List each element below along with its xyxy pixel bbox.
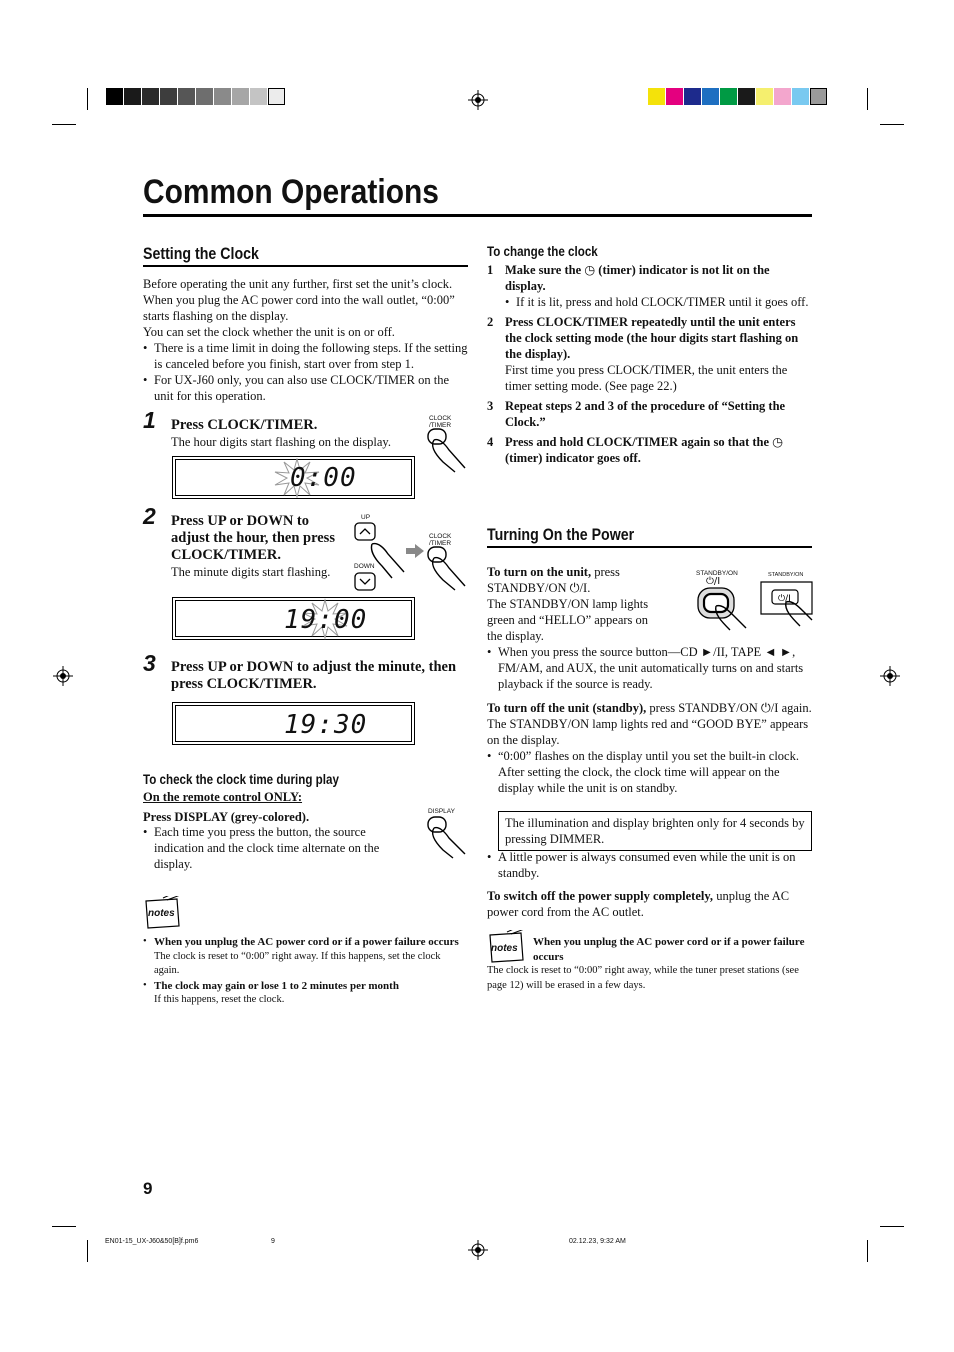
color-swatch — [268, 88, 285, 105]
footer-date: 02.12.23, 9:32 AM — [569, 1238, 626, 1245]
down-label: DOWN — [354, 563, 375, 570]
notes-left-block — [143, 935, 468, 1008]
registration-mark-left — [53, 666, 73, 686]
footer-page: 9 — [271, 1238, 275, 1245]
intro-text-1: Before operating the unit any further, first set the unit’s clock. When you plug the AC power cord into the wall outlet, “0:00” starts flashing on the display. — [143, 277, 455, 323]
clock-timer-label-2: CLOCK /TIMER — [429, 533, 452, 547]
check-clock-bullet-block — [143, 824, 398, 872]
intro-bullet-1: • There is a time limit in doing the following steps. If the setting is canceled before you finish, start over from step 1. — [143, 340, 468, 372]
turn-on-text: press STANDBY/ON ⏻/I. — [487, 565, 620, 595]
standby-label-2: STANDBY/ON — [768, 572, 804, 578]
turn-off-text-2: The STANDBY/ON lamp lights red and “GOOD BYE” appears on the display. — [487, 717, 809, 747]
check-clock-heading: To check the clock time during play — [143, 772, 339, 787]
color-swatch — [738, 88, 755, 105]
finger-press-icon — [368, 538, 408, 580]
turn-off-block — [487, 700, 812, 796]
turn-off-text: press STANDBY/ON ⏻/I again. — [649, 701, 812, 715]
turn-off-bullet-2-block — [487, 849, 812, 881]
note-1-title: • When you unplug the AC power cord or if a power failure occurs — [154, 936, 459, 948]
color-swatch — [720, 88, 737, 105]
note-1-text: The clock is reset to “0:00” right away. If this happens, set the clock again. — [154, 950, 441, 976]
clock-timer-button-icon — [425, 428, 471, 474]
color-swatch — [792, 88, 809, 105]
turn-on-bullet-block — [487, 644, 812, 692]
change-step-2-title: Press CLOCK/TIMER repeatedly until the unit enters the clock setting mode (the hour digits start flashing on the display). — [505, 315, 799, 361]
notes-label-right: notes — [491, 943, 518, 954]
display-step-3-digits: 19:30 — [284, 710, 368, 740]
color-swatch — [196, 88, 213, 105]
step-1-number: 1 — [143, 407, 156, 433]
registration-mark-bottom — [468, 1240, 488, 1260]
color-swatch — [666, 88, 683, 105]
registration-mark-right — [880, 666, 900, 686]
color-swatch — [702, 88, 719, 105]
turn-off-bullet-2: • A little power is always consumed even while the unit is on standby. — [487, 849, 812, 881]
display-step-1-digits: 0:00 — [290, 463, 357, 493]
note-2-text: If this happens, reset the clock. — [154, 994, 285, 1005]
color-swatch — [178, 88, 195, 105]
clock-timer-label-1: CLOCK /TIMER — [429, 415, 452, 429]
intro-paragraph — [143, 276, 468, 404]
step-2-title: Press UP or DOWN to adjust the hour, then press CLOCK/TIMER. — [171, 513, 335, 563]
switch-off-lead: To switch off the power supply completely, — [487, 889, 714, 903]
color-swatch — [774, 88, 791, 105]
note-right-text: The clock is reset to “0:00” right away, while the tuner preset stations (see page 12) will be erased in a few days. — [487, 965, 799, 991]
notes-label: notes — [148, 908, 175, 919]
change-clock-heading: To change the clock — [487, 244, 598, 259]
color-swatch — [214, 88, 231, 105]
turn-on-bullet: • When you press the source button—CD ►/II, TAPE ◄ ►, FM/AM, and AUX, the unit automatically turns on and starts playback if the source is ready. — [487, 644, 812, 692]
change-step-1-title: Make sure the ◷ (timer) indicator is not lit on the display. — [505, 263, 770, 293]
standby-label-1: STANDBY/ON — [696, 570, 738, 577]
up-label: UP — [361, 514, 371, 521]
color-swatch — [232, 88, 249, 105]
check-clock-press: Press DISPLAY (grey-colored). — [143, 810, 310, 824]
color-swatch — [124, 88, 141, 105]
check-clock-bullet: • Each time you press the button, the source indication and the clock time alternate on the display. — [143, 824, 398, 872]
clock-timer-button-icon-2 — [425, 546, 471, 592]
standby-button-remote-icon — [694, 586, 754, 636]
intro-bullet-2: • For UX-J60 only, you can also use CLOCK/TIMER on the unit for this operation. — [143, 372, 468, 404]
display-button-icon — [425, 816, 471, 860]
change-step-2: 2 Press CLOCK/TIMER repeatedly until the unit enters the clock setting mode (the hour digits start flashing on the display). First time you press CLOCK/TIMER, the unit enters the timer setting mode. (See page 22.) — [487, 314, 812, 394]
note-2-title: • The clock may gain or lose 1 to 2 minutes per month — [154, 979, 399, 992]
color-swatch — [142, 88, 159, 105]
switch-off-text: unplug the AC power cord from the AC outlet. — [487, 889, 790, 919]
color-swatch — [684, 88, 701, 105]
power-rule — [487, 546, 812, 548]
turn-on-lead: To turn on the unit, — [487, 565, 592, 579]
step-1-note: The hour digits start flashing on the display. — [171, 435, 391, 449]
color-swatch — [756, 88, 773, 105]
note-right-title: When you unplug the AC power cord or if a power failure occurs — [533, 936, 805, 963]
registration-mark-top — [468, 90, 488, 110]
color-swatch — [250, 88, 267, 105]
turn-off-bullet: • “0:00” flashes on the display until you set the built-in clock. After setting the clock, the clock time will appear on the display while the unit is on standby. — [487, 748, 812, 796]
turn-on-text-2: The STANDBY/ON lamp lights green and “HELLO” appears on the display. — [487, 597, 649, 643]
intro-text-2: You can set the clock whether the unit is on or off. — [143, 325, 395, 339]
display-label: DISPLAY — [428, 808, 455, 815]
switch-off-block — [487, 888, 812, 920]
footer-filename: EN01-15_UX-J60&50[B]f.pm6 — [105, 1238, 199, 1245]
step-3-number: 3 — [143, 650, 156, 676]
change-step-2-text: First time you press CLOCK/TIMER, the unit enters the timer setting mode. (See page 22.) — [505, 363, 788, 393]
change-step-1: 1 Make sure the ◷ (timer) indicator is not lit on the display. • If it is lit, press and hold CLOCK/TIMER until it goes off. — [487, 262, 812, 310]
change-clock-list — [487, 262, 812, 466]
standby-symbol-1: ⏻/I — [706, 576, 721, 587]
color-swatch — [160, 88, 177, 105]
display-step-2-digits: 19:00 — [284, 605, 368, 635]
page-number: 9 — [143, 1179, 153, 1198]
title-rule — [143, 214, 812, 217]
dimmer-note-box: The illumination and display brighten only for 4 seconds by pressing DIMMER. — [498, 811, 812, 851]
note-1 — [143, 935, 468, 979]
color-swatch — [648, 88, 665, 105]
svg-text:⏻/I: ⏻/I — [778, 594, 791, 604]
color-swatch — [106, 88, 123, 105]
step-2-note: The minute digits start flashing. — [171, 565, 331, 579]
turn-off-lead: To turn off the unit (standby), — [487, 701, 647, 715]
power-heading: Turning On the Power — [487, 526, 635, 544]
standby-button-unit-icon — [760, 580, 814, 630]
color-swatch — [810, 88, 827, 105]
step-3-title: Press UP or DOWN to adjust the minute, then press CLOCK/TIMER. — [171, 659, 457, 692]
change-step-4: 4 Press and hold CLOCK/TIMER again so that the ◷ (timer) indicator goes off. — [487, 434, 812, 466]
step-1-title: Press CLOCK/TIMER. — [171, 417, 318, 433]
check-clock-subheading: On the remote control ONLY: — [143, 790, 303, 804]
setting-clock-heading: Setting the Clock — [143, 245, 259, 263]
turn-on-block — [487, 564, 659, 644]
change-step-3: 3 Repeat steps 2 and 3 of the procedure of “Setting the Clock.” — [487, 398, 812, 430]
note-2 — [143, 979, 468, 1008]
setting-clock-rule — [143, 265, 468, 267]
page-title: Common Operations — [143, 173, 439, 211]
change-step-4-title: Press and hold CLOCK/TIMER again so that the ◷ (timer) indicator goes off. — [505, 435, 784, 465]
change-step-3-title: Repeat steps 2 and 3 of the procedure of “Setting the Clock.” — [505, 399, 786, 429]
step-2-number: 2 — [143, 503, 156, 529]
arrow-right-icon — [405, 543, 425, 559]
change-step-1-bullet: • If it is lit, press and hold CLOCK/TIMER until it goes off. — [505, 294, 812, 310]
